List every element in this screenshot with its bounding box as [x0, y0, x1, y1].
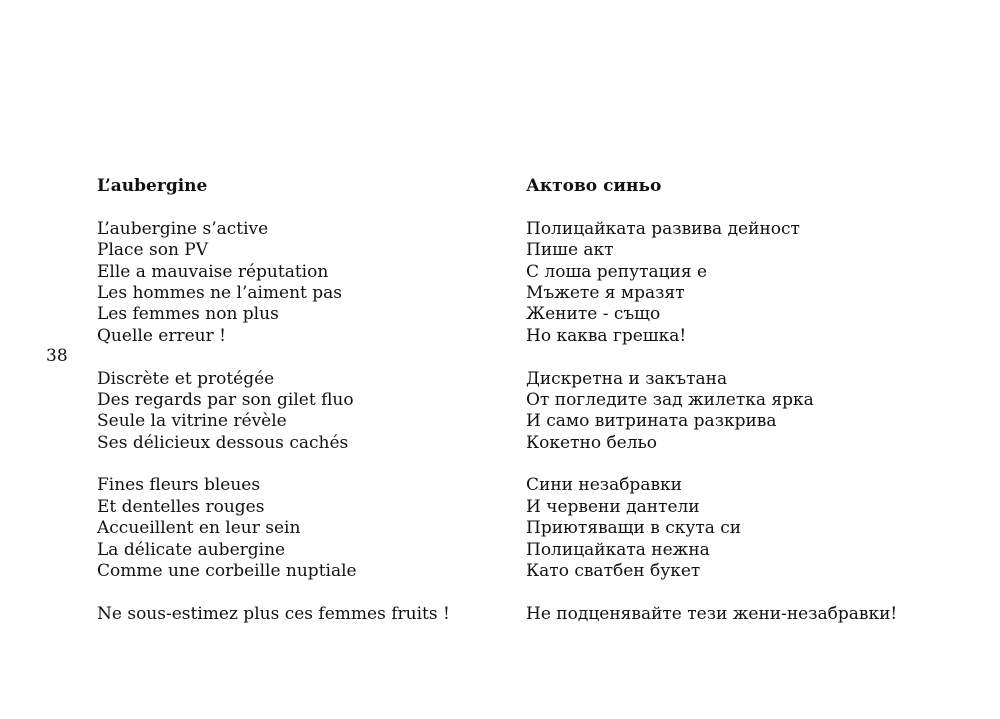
poem-line: Discrète et protégée	[97, 368, 275, 389]
poem-line: Мъжете я мразят	[526, 282, 685, 303]
poem-line: Et dentelles rouges	[97, 496, 265, 517]
poem-line: Accueillent en leur sein	[97, 518, 301, 539]
french-poem-title: L’aubergine	[97, 176, 208, 196]
poem-line: Place son PV	[97, 240, 209, 261]
poem-line: Ne sous-estimez plus ces femmes fruits !	[97, 603, 450, 624]
poem-line: С лоша репутация е	[526, 261, 708, 282]
bulgarian-stanza-1	[526, 219, 946, 347]
poem-line: Les hommes ne l’aiment pas	[97, 282, 343, 303]
poem-line: Не подценявайте тези жени-незабравки!	[526, 603, 898, 624]
poem-line: Les femmes non plus	[97, 304, 279, 325]
poem-line: Но каква грешка!	[526, 325, 687, 346]
poem-line: Comme une corbeille nuptiale	[97, 561, 357, 582]
poem-line: И само витрината разкрива	[526, 411, 777, 432]
poem-line: Elle a mauvaise réputation	[97, 261, 329, 282]
poem-line: L’aubergine s’active	[97, 218, 269, 239]
poem-line: La délicate aubergine	[97, 539, 286, 560]
poem-line: Кокетно бельо	[526, 432, 658, 453]
poem-line: Des regards par son gilet fluo	[97, 389, 354, 410]
french-stanza-3	[97, 475, 497, 582]
poem-line: Дискретна и закътана	[526, 368, 728, 389]
poem-line: Quelle erreur !	[97, 325, 226, 346]
poem-line: Пише акт	[526, 240, 614, 261]
bulgarian-stanza-2	[526, 369, 946, 455]
poem-line: Полицайката нежна	[526, 539, 710, 560]
french-poem	[97, 176, 497, 647]
french-stanza-2	[97, 369, 497, 455]
poem-line: И червени дантели	[526, 496, 700, 517]
poem-line: Като сватбен букет	[526, 561, 701, 582]
poem-line: От погледите зад жилетка ярка	[526, 389, 814, 410]
bulgarian-poem	[526, 176, 946, 647]
poem-line: Fines fleurs bleues	[97, 475, 261, 496]
bulgarian-stanza-3	[526, 475, 946, 582]
poem-line: Приютяващи в скута си	[526, 518, 742, 539]
poem-line: Сини незабравки	[526, 475, 682, 496]
poem-line: Жените - също	[526, 304, 661, 325]
poem-line: Полицайката развива дейност	[526, 218, 800, 239]
bulgarian-stanza-4	[526, 604, 946, 625]
french-stanza-1	[97, 219, 497, 347]
french-stanza-4	[97, 604, 497, 625]
poem-line: Ses délicieux dessous cachés	[97, 432, 349, 453]
bulgarian-poem-title: Актово синьо	[526, 176, 662, 196]
poem-line: Seule la vitrine révèle	[97, 411, 287, 432]
page-number: 38	[46, 346, 68, 366]
